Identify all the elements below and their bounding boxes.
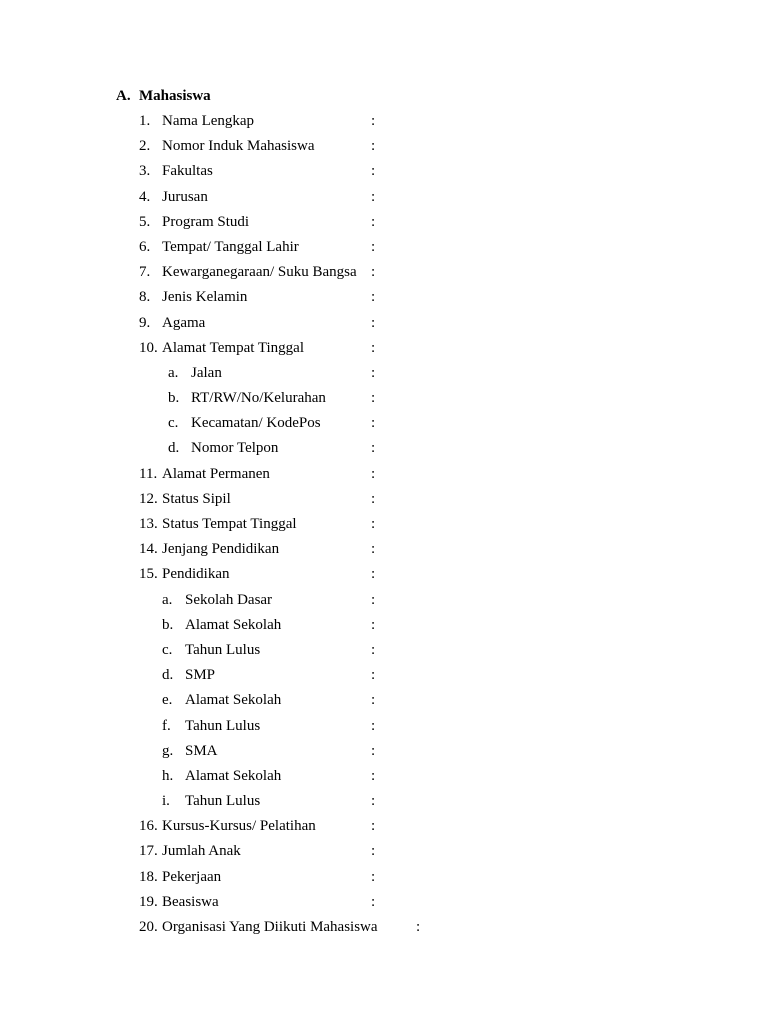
field-number: b. — [168, 390, 180, 407]
field-label: Status Tempat Tinggal — [162, 516, 297, 532]
field-number: b. — [162, 616, 174, 633]
field-number: g. — [162, 742, 174, 759]
field-number: a. — [162, 591, 173, 608]
form-field-row — [0, 766, 768, 791]
form-field-row — [0, 363, 768, 388]
form-field-row — [0, 136, 768, 161]
field-label: Status Sipil — [162, 490, 231, 507]
field-label: Organisasi Yang Diikuti Mahasiswa — [162, 919, 378, 935]
field-label: Agama — [162, 314, 206, 331]
field-colon: : — [371, 440, 376, 457]
field-label: Kecamatan/ KodePos — [191, 415, 321, 432]
field-colon: : — [371, 490, 376, 507]
form-field-list — [0, 111, 768, 942]
field-number: 11. — [139, 465, 158, 482]
field-number: i. — [162, 793, 170, 810]
field-number: 14. — [139, 541, 158, 558]
field-colon: : — [371, 264, 376, 281]
form-field-row — [0, 615, 768, 640]
field-number: 4. — [139, 188, 151, 205]
form-field-row — [0, 388, 768, 413]
form-field-row — [0, 464, 768, 489]
form-field-row — [0, 716, 768, 741]
form-field-row — [0, 489, 768, 514]
field-number: e. — [162, 692, 173, 709]
field-label: Jumlah Anak — [162, 843, 241, 860]
field-colon: : — [371, 465, 376, 482]
field-label: Kursus-Kursus/ Pelatihan — [162, 818, 316, 835]
field-colon: : — [371, 667, 376, 684]
field-label: Sekolah Dasar — [185, 591, 273, 608]
field-label: Tahun Lulus — [185, 641, 261, 658]
field-colon: : — [371, 238, 376, 255]
field-label: Alamat Permanen — [162, 465, 270, 482]
field-label: SMP — [185, 667, 216, 684]
field-colon: : — [371, 138, 376, 155]
form-field-row — [0, 262, 768, 287]
field-label: Tempat/ Tanggal Lahir — [162, 238, 299, 255]
field-label: Jurusan — [162, 188, 208, 205]
form-field-row — [0, 741, 768, 766]
field-number: 18. — [139, 868, 158, 885]
field-label: Alamat Sekolah — [185, 767, 282, 784]
field-number: 3. — [139, 163, 151, 180]
form-field-row — [0, 514, 768, 539]
field-label: Jenis Kelamin — [162, 289, 248, 306]
form-field-row — [0, 791, 768, 816]
field-number: 15. — [139, 566, 158, 583]
field-number: 13. — [139, 516, 158, 532]
form-field-row — [0, 413, 768, 438]
field-number: 7. — [139, 264, 151, 281]
form-field-row — [0, 816, 768, 841]
field-colon: : — [371, 415, 376, 432]
field-colon: : — [371, 591, 376, 608]
form-field-row — [0, 212, 768, 237]
form-field-row — [0, 690, 768, 715]
field-label: Alamat Sekolah — [185, 692, 282, 709]
field-colon: : — [371, 516, 376, 532]
field-colon: : — [371, 843, 376, 860]
field-label: SMA — [185, 742, 218, 759]
field-label: Pendidikan — [162, 566, 230, 583]
field-number: 6. — [139, 238, 151, 255]
form-field-row — [0, 338, 768, 363]
field-number: 5. — [139, 213, 151, 230]
form-field-row — [0, 313, 768, 338]
field-label: Nama Lengkap — [162, 113, 255, 129]
field-number: 16. — [139, 818, 158, 835]
field-number: c. — [168, 415, 179, 432]
form-field-row — [0, 438, 768, 463]
field-label: Alamat Sekolah — [185, 616, 282, 633]
field-colon: : — [371, 868, 376, 885]
section-letter: A. — [116, 88, 131, 104]
field-label: Program Studi — [162, 213, 250, 230]
field-colon: : — [371, 541, 376, 558]
field-number: a. — [168, 364, 179, 381]
field-colon: : — [371, 566, 376, 583]
field-number: 1. — [139, 113, 151, 129]
field-number: f. — [162, 717, 171, 734]
section-title: Mahasiswa — [139, 88, 211, 104]
field-label: Tahun Lulus — [185, 717, 261, 734]
field-colon: : — [371, 818, 376, 835]
field-number: c. — [162, 641, 173, 658]
field-number: d. — [168, 440, 180, 457]
field-label: Pekerjaan — [162, 868, 222, 885]
field-colon: : — [371, 314, 376, 331]
field-label: Kewarganegaraan/ Suku Bangsa — [162, 264, 357, 281]
field-colon: : — [371, 793, 376, 810]
field-colon: : — [371, 742, 376, 759]
form-field-row — [0, 237, 768, 262]
field-colon: : — [371, 767, 376, 784]
field-number: d. — [162, 667, 174, 684]
form-field-row — [0, 161, 768, 186]
field-number: 9. — [139, 314, 151, 331]
field-colon: : — [371, 213, 376, 230]
form-field-row — [0, 111, 768, 136]
field-colon: : — [371, 289, 376, 306]
field-label: RT/RW/No/Kelurahan — [191, 390, 326, 407]
form-field-row — [0, 590, 768, 615]
field-label: Beasiswa — [162, 893, 219, 910]
field-label: Alamat Tempat Tinggal — [162, 339, 305, 356]
field-label: Tahun Lulus — [185, 793, 261, 810]
form-field-row — [0, 917, 768, 942]
field-colon: : — [371, 692, 376, 709]
form-field-row — [0, 841, 768, 866]
field-colon: : — [416, 919, 421, 935]
section-heading — [116, 86, 211, 106]
field-label: Fakultas — [162, 163, 213, 180]
form-field-row — [0, 892, 768, 917]
form-field-row — [0, 187, 768, 212]
field-label: Jenjang Pendidikan — [162, 541, 280, 558]
form-field-row — [0, 665, 768, 690]
field-number: 2. — [139, 138, 151, 155]
field-label: Nomor Induk Mahasiswa — [162, 138, 315, 155]
field-number: 8. — [139, 289, 151, 306]
field-colon: : — [371, 364, 376, 381]
field-number: h. — [162, 767, 174, 784]
field-colon: : — [371, 390, 376, 407]
field-colon: : — [371, 188, 376, 205]
form-field-row — [0, 640, 768, 665]
field-label: Nomor Telpon — [191, 440, 279, 457]
field-number: 17. — [139, 843, 158, 860]
field-number: 20. — [139, 919, 158, 935]
field-colon: : — [371, 616, 376, 633]
field-number: 19. — [139, 893, 158, 910]
field-colon: : — [371, 717, 376, 734]
field-colon: : — [371, 113, 376, 129]
form-field-row — [0, 539, 768, 564]
form-field-row — [0, 287, 768, 312]
field-colon: : — [371, 893, 376, 910]
form-field-row — [0, 564, 768, 589]
field-colon: : — [371, 641, 376, 658]
form-field-row — [0, 867, 768, 892]
field-number: 12. — [139, 490, 158, 507]
field-colon: : — [371, 339, 376, 356]
field-label: Jalan — [191, 364, 222, 381]
field-number: 10. — [139, 339, 158, 356]
field-colon: : — [371, 163, 376, 180]
